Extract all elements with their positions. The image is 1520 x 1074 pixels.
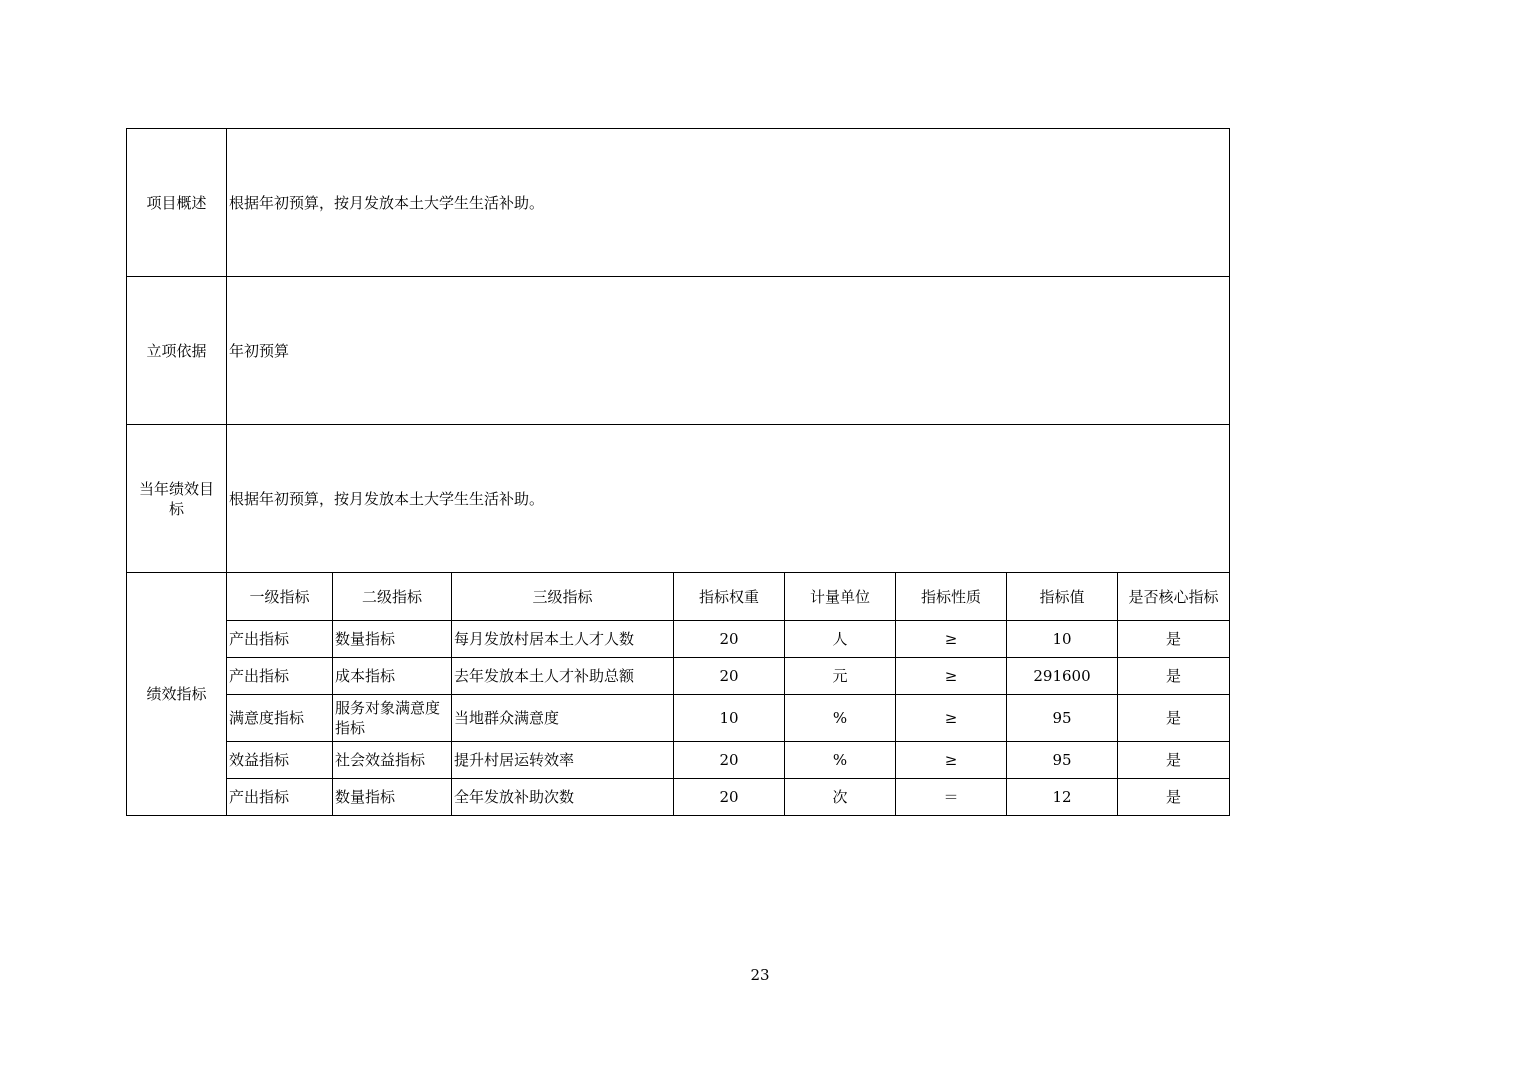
header-level2: 二级指标 [333,573,452,621]
cell-core: 是 [1118,742,1230,779]
cell-value: 291600 [1007,658,1118,695]
cell-level3: 每月发放村居本土人才人数 [452,621,674,658]
table-row [127,779,1230,816]
cell-level1: 产出指标 [227,779,333,816]
cell-level3: 全年发放补助次数 [452,779,674,816]
cell-weight: 20 [674,742,785,779]
goal-row [127,425,1230,573]
goal-label-line2: 标 [168,499,184,518]
cell-unit: % [785,695,896,742]
cell-level3: 当地群众满意度 [452,695,674,742]
overview-label: 项目概述 [127,129,227,277]
header-weight: 指标权重 [674,573,785,621]
cell-core: 是 [1118,779,1230,816]
table-row [127,658,1230,695]
cell-unit: % [785,742,896,779]
table-row [127,621,1230,658]
page-number: 23 [750,966,770,984]
cell-level1: 产出指标 [227,621,333,658]
goal-content: 根据年初预算，按月发放本土大学生生活补助。 [227,425,1230,573]
cell-level2: 社会效益指标 [333,742,452,779]
header-unit: 计量单位 [785,573,896,621]
basis-content: 年初预算 [227,277,1230,425]
cell-level3: 去年发放本土人才补助总额 [452,658,674,695]
cell-level1: 效益指标 [227,742,333,779]
cell-level1: 产出指标 [227,658,333,695]
header-level1: 一级指标 [227,573,333,621]
cell-level3: 提升村居运转效率 [452,742,674,779]
cell-value: 10 [1007,621,1118,658]
cell-weight: 20 [674,621,785,658]
table-row [127,742,1230,779]
cell-level2-line2: 指标 [335,719,366,737]
header-core: 是否核心指标 [1118,573,1230,621]
cell-level2-line1: 服务对象满意度 [335,699,441,717]
overview-content: 根据年初预算，按月发放本土大学生生活补助。 [227,129,1230,277]
cell-core: 是 [1118,621,1230,658]
table-row [127,695,1230,742]
cell-unit: 元 [785,658,896,695]
cell-nature: ≥ [896,658,1007,695]
cell-nature: ≥ [896,621,1007,658]
cell-weight: 10 [674,695,785,742]
cell-nature: ≥ [896,742,1007,779]
cell-weight: 20 [674,779,785,816]
header-nature: 指标性质 [896,573,1007,621]
cell-level1: 满意度指标 [227,695,333,742]
goal-label [127,425,227,573]
cell-level2 [333,695,452,742]
indicators-header-row [127,573,1230,621]
basis-row [127,277,1230,425]
basis-label: 立项依据 [127,277,227,425]
cell-core: 是 [1118,695,1230,742]
cell-level2: 数量指标 [333,621,452,658]
cell-unit: 人 [785,621,896,658]
cell-weight: 20 [674,658,785,695]
header-level3: 三级指标 [452,573,674,621]
indicators-label: 绩效指标 [127,573,227,816]
project-table [126,128,1230,816]
overview-row [127,129,1230,277]
cell-nature: ＝ [896,779,1007,816]
cell-value: 95 [1007,742,1118,779]
cell-unit: 次 [785,779,896,816]
cell-level2: 数量指标 [333,779,452,816]
header-value: 指标值 [1007,573,1118,621]
cell-value: 12 [1007,779,1118,816]
goal-label-line1: 当年绩效目 [138,479,214,498]
cell-core: 是 [1118,658,1230,695]
cell-value: 95 [1007,695,1118,742]
cell-nature: ≥ [896,695,1007,742]
cell-level2: 成本指标 [333,658,452,695]
